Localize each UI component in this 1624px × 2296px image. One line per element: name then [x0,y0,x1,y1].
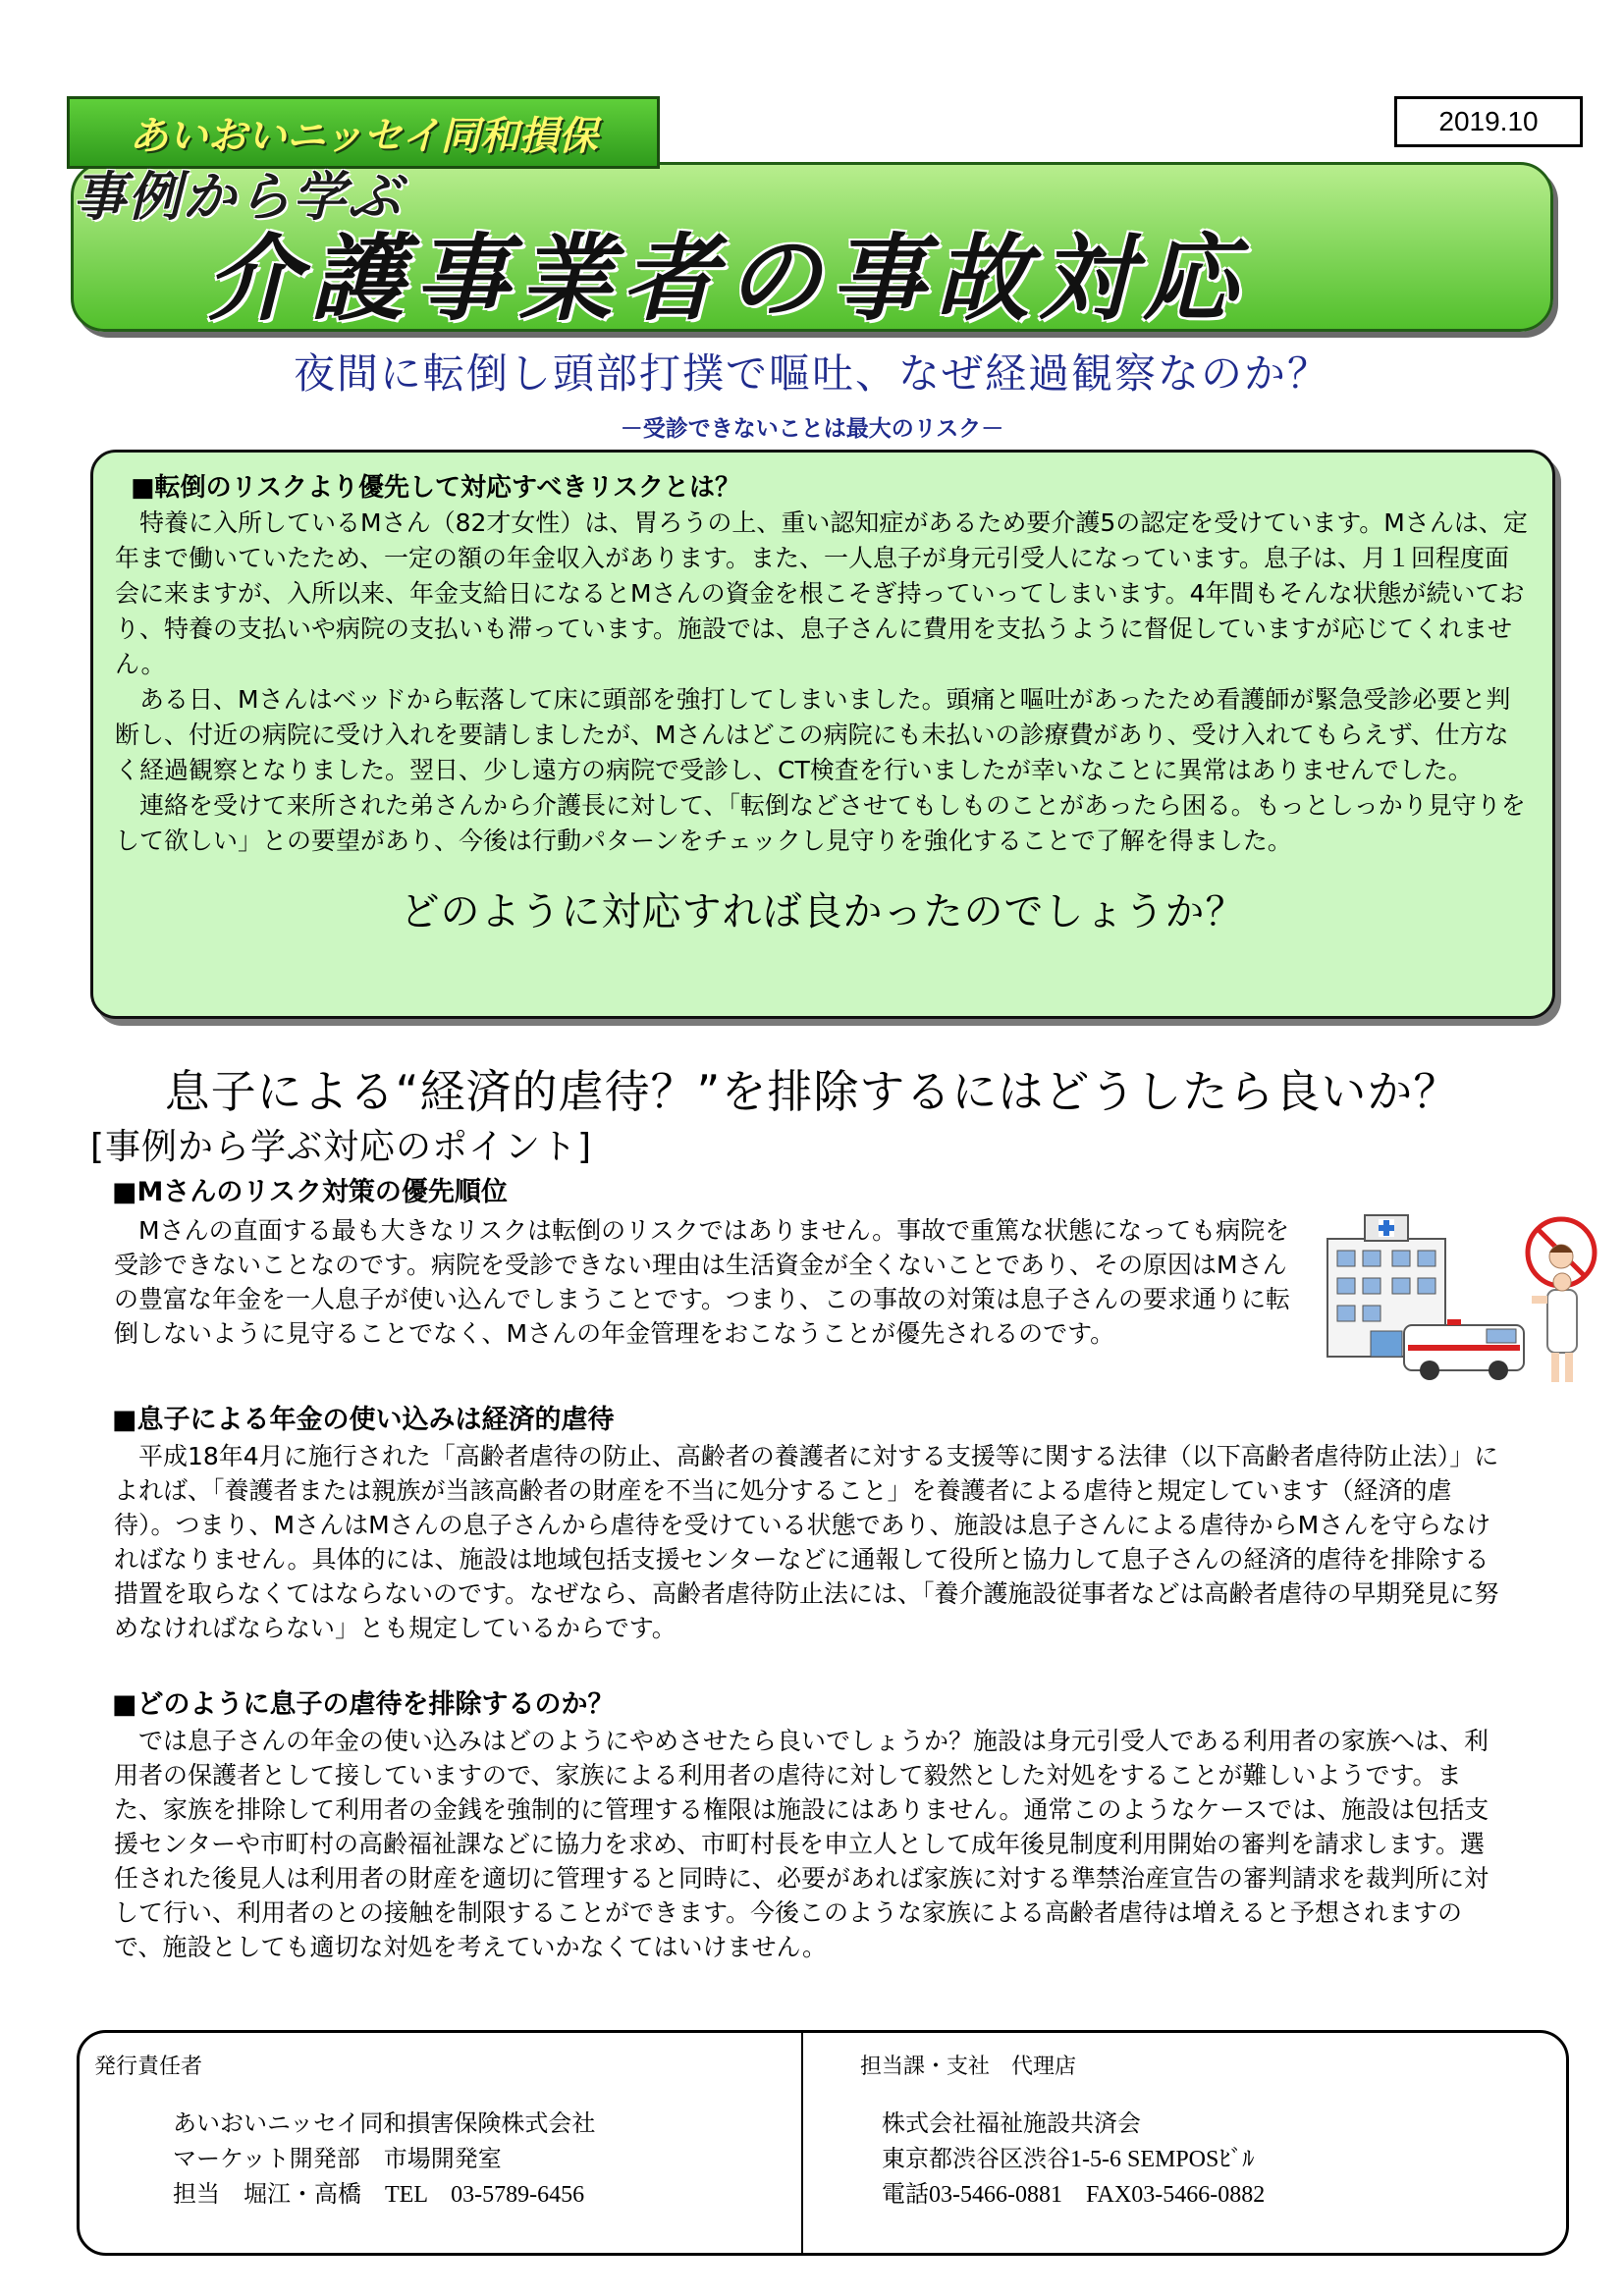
point-heading: ■Mさんのリスク対策の優先順位 [112,1177,508,1207]
case-box [90,450,1555,1019]
agent-line: 電話03-5466-0881 FAX03-5466-0882 [882,2182,1266,2208]
point-heading: ■息子による年金の使い込みは経済的虐待 [112,1405,615,1435]
publisher-label: 発行責任者 [94,2054,203,2078]
point-text: Mさんの直面する最も大きなリスクは転倒のリスクではありません。事故で重篤な状態になっても病院を受診できないことなのです。病院を受診できない理由は生活資金が全くないことであり、その原因はMさんの豊富な年金を一人息子が使い込んでしまうことです。つまり、この事故の対策は息子さんの要求通りに転倒しないように見守ることでなく、Mさんの年金管理をおこなうことが優先されるのです。 [114,1216,1291,1348]
brand-name: あいおいニッセイ同和損保 [129,113,598,159]
point-text: では息子さんの年金の使い込みはどのようにやめさせたら良いでしょうか？施設は身元引受人である利用者の家族へは、利用者の保護者として接していますので、家族による利用者の虐待に対して毅然とした対処をすることが難しいようです。また、家族を排除して利用者の金銭を強制的に管理する権限は施設にはありません。通常このようなケースでは、施設は包括支援センターや市町村の高齢福祉課などに協力を求め、市町村長を申立人として成年後見制度利用開始の審判を請求します。選任された後見人は利用者の財産を適切に管理すると同時に、必要があれば家族に対する準禁治産宣告の審判請求を裁判所に対して行い、利用者のとの接触を制限することができます。今後このような家族による高齢者虐待は増えると予想されますので、施設としても適切な対処を考えていかなくてはいけません。 [114,1727,1489,1961]
case-paragraph: ある日、Mさんはベッドから転落して床に頭部を強打してしまいました。頭痛と嘔吐があったため看護師が緊急受診必要と判断し、付近の病院に受け入れを要請しましたが、Mさんはどこの病院にも未払いの診療費があり、受け入れてもらえず、仕方なく経過観察となりました。翌日、少し遠方の病院で受診し、CT検査を行いましたが幸いなことに異常はありませんでした。 [115,685,1511,784]
publisher-info [173,2107,595,2213]
nurse-stop-illustration [1522,1213,1602,1388]
agent-info [882,2107,1265,2213]
agent-label: 担当課・支社 代理店 [860,2054,1077,2078]
headline: 夜間に転倒し頭部打撲で嘔吐、なぜ経過観察なのか？ [293,349,1330,398]
publisher-line: 担当 堀江・高橋 TEL 03-5789-6456 [173,2182,585,2208]
series-title: 介護事業者の事故対応 [206,224,1247,334]
publisher-line: あいおいニッセイ同和損害保険株式会社 [173,2111,596,2137]
point-heading: ■どのように息子の虐待を排除するのか？ [112,1689,615,1720]
case-question: どのように対応すれば良かったのでしょうか？ [400,889,1246,934]
series-subtitle: 事例から学ぶ [73,166,403,228]
points-label: [事例から学ぶ対応のポイント] [90,1127,593,1167]
issue-date [1394,96,1583,147]
agent-line: 東京都渋谷区渋谷1-5-6 SEMPOSﾋﾞﾙ [882,2147,1255,2172]
hospital-ambulance-illustration [1310,1209,1534,1382]
issue-date-text: 2019.10 [1438,106,1539,136]
case-paragraph: 特養に入所しているMさん（82才女性）は、胃ろうの上、重い認知症があるため要介護5の認定を受けています。Mさんは、定年まで働いていたため、一定の額の年金収入があります。また、一人息子が身元引受人になっています。息子は、月１回程度面会に来ますが、入所以来、年金支給日になるとMさんの資金を根こそぎ持っていってしまいます。4年間もそんな状態が続いており、特養の支払いや病院の支払いも滞っています。施設では、息子さんに費用を支払うように督促していますが応じてくれません。 [115,508,1528,678]
case-heading: ■転倒のリスクより優先して対応すべきリスクとは？ [131,473,741,503]
publisher-line: マーケット開発部 市場開発室 [173,2147,502,2172]
case-paragraph: 連絡を受けて来所された弟さんから介護長に対して、「転倒などさせてもしものことがあったら困る。もっとしっかり見守りをして欲しい」との要望があり、今後は行動パターンをチェックし見守りを強化することで了解を得ました。 [115,791,1526,855]
section-title: 息子による“経済的虐待？”を排除するにはどうしたら良いか？ [164,1065,1460,1118]
point-text: 平成18年4月に施行された「高齢者虐待の防止、高齢者の養護者に対する支援等に関する法律（以下高齢者虐待防止法）」によれば、「養護者または親族が当該高齢者の財産を不当に処分すること」を養護者による虐待と規定しています（経済的虐待）。つまり、MさんはMさんの息子さんから虐待を受けている状態であり、施設は息子さんによる虐待からMさんを守らなければなりません。具体的には、施設は地域包括支援センターなどに通報して役所と協力して息子さんの経済的虐待を排除する措置を取らなくてはならないのです。なぜなら、高齢者虐待防止法には、「養介護施設従事者などは高齢者虐待の早期発見に努めなければならない」とも規定しているからです。 [114,1442,1499,1642]
agent-line: 株式会社福祉施設共済会 [882,2111,1141,2137]
subheadline: －受診できないことは最大のリスク－ [620,416,1004,442]
footer-divider [801,2032,803,2254]
